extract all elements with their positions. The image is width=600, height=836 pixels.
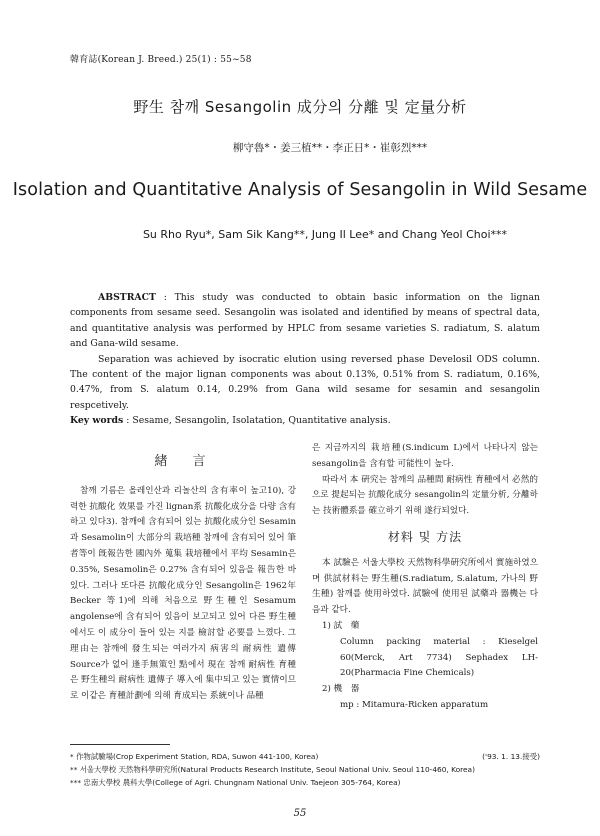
korean-title: 野生 참깨 Sesangolin 成分의 分離 및 定量分析 (133, 98, 467, 116)
journal-citation: 韓育誌(Korean J. Breed.) 25(1) : 55~58 (70, 55, 252, 65)
abstract-paragraph-1 (70, 290, 540, 352)
english-authors: Su Rho Ryu*, Sam Sik Kang**, Jung Il Lee* and Chang Yeol Choi*** (142, 228, 508, 241)
instruments-detail: mp : Mitamura-Ricken apparatum (340, 699, 489, 710)
methods-text: 本 試驗은 서울大學校 天然物科學硏究所에서 實施하였으며 供試材料는 野生種(S.radiatum, S.alatum, 가나의 野生種) 참깨를 使用하였다. 試驗에 使用된 試藥과 器機는 다음과 같다. (312, 557, 538, 616)
keywords-text: : Sesame, Sesangolin, Isolatation, Quantitative analysis. (123, 415, 391, 427)
keywords-label: Key words (70, 415, 124, 427)
introduction-heading: 緖 言 (154, 454, 212, 469)
english-title: Isolation and Quantitative Analysis of Sesangolin in Wild Sesame (12, 180, 588, 200)
abstract (70, 290, 540, 429)
footnote-rule (70, 744, 170, 745)
footnote-3: *** 忠南大學校 農科大學(College of Agri. Chungnam National Univ. Taejeon 305-764, Korea) (70, 778, 401, 787)
page-number: 55 (293, 808, 307, 819)
right-column (312, 441, 538, 714)
instruments-item: 2) 機 器 (322, 684, 360, 695)
reagents-item: 1) 試 藥 (322, 620, 360, 631)
korean-authors: 柳守魯*・姜三植**・李正日*・崔彰烈*** (232, 142, 428, 154)
intro-purpose-text: 따라서 本 硏究는 참깨의 品種間 耐病性 育種에서 必然的으로 提起되는 抗酸化成分 sesangolin의 定量分析, 分離하는 技術體系를 確立하기 위해 遂行되었다. (312, 474, 538, 517)
footnote-1-text: * 作物試驗場(Crop Experiment Station, RDA, Suwon 441-100, Korea) (70, 752, 319, 761)
abstract-paragraph-2: Separation was achieved by isocratic elution using reversed phase Develosil ODS column. The content of the major lignan components was about 0.13%, 0.51% from S. radiatum, 0.16%, 0.47%, from S. alatum 0.14, 0.29% from Gana wild sesame for sesamin and sesangolin respcetively. (70, 353, 540, 411)
methods-heading: 材料 및 方法 (387, 529, 463, 544)
left-column (70, 440, 296, 705)
footnote-1 (70, 751, 540, 762)
keywords (70, 413, 540, 428)
abstract-text-1: : This study was conducted to obtain basic information on the lignan components from sesame seed. Sesangolin was isolated and identified by means of spectral data, and quantitative analysis was performed by HPLC from sesame varieties S. radiatum, S. alatum and Gana-wild sesame. (70, 292, 540, 350)
footnote-2: ** 서울大學校 天然物科學硏究所(Natural Products Research Institute, Seoul National Univ. Seoul 110-460, Korea) (70, 765, 475, 774)
introduction-text: 참깨 기름은 올레인산과 리놀산의 含有率이 높고10), 강력한 抗酸化 效果를 가진 lignan系 抗酸化成分을 다량 含有하고 있다3). 참깨에 含有되어 있는 抗酸化成分인 Sesamin과 Sesamolin이 大部分의 栽培種 참깨에 含有되어 있어 筆者等이 旣報告한 國內外 蒐集 栽培種에서 平均 Sesamin은 0.35%, Sesamolin은 0.27% 含有되어 있음을 報告한 바 있다. 그러나 또다른 抗酸化成分인 Sesangolin은 1962年 Becker 等1)에 의해 처음으로 野生種인 Sesamum angolense에 含有되어 있음이 보고되고 있어 다른 野生種에서도 이 成分이 들어 있는 지를 檢討할 必要를 느꼈다. 그 理由는 참깨에 發生되는 여러가지 病害의 耐病性 遺傳 Source가 없어 逢手無策인 點에서 現在 참깨 耐病性 育種은 野生種의 耐病性 遺傳子 導入에 集中되고 있는 實情이므로 이같은 育種計劃에 의해 育成되는 系統이나 品種 (70, 485, 296, 702)
intro-continued-text: 은 지금까지의 栽培種(S.indicum L)에서 나타나지 않는 sesangolin을 含有할 可能性이 높다. (312, 443, 538, 469)
received-date: ('93. 1. 13.接受) (482, 752, 540, 761)
reagents-detail: Column packing material : Kieselgel 60(Merck, Art 7734) Sephadex LH-20(Pharmacia Fine Chemicals) (340, 636, 538, 679)
abstract-label: ABSTRACT (98, 292, 156, 303)
